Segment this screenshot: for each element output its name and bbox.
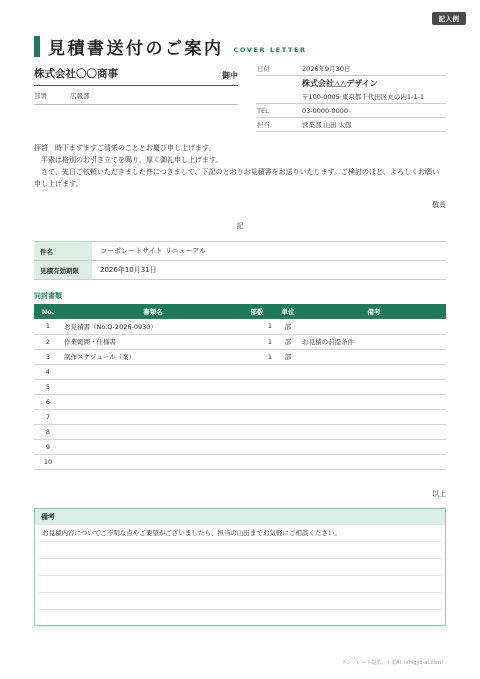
- table-row: [34, 454, 446, 469]
- row-qty[interactable]: [242, 364, 274, 379]
- row-unit[interactable]: [274, 424, 302, 439]
- remarks-text[interactable]: お見積内容についてご不明な点やご要望がございましたら、担当の山田までお気軽にご相談ください。: [42, 529, 341, 537]
- table-row: [34, 394, 446, 409]
- header-note: 備考: [302, 304, 446, 319]
- recipient-dept-value[interactable]: 広報部: [70, 92, 90, 100]
- ki-heading: 記: [236, 222, 244, 230]
- remarks-line: [39, 610, 441, 627]
- table-row: [34, 319, 446, 334]
- validity-row: [34, 261, 446, 280]
- row-name[interactable]: [62, 424, 242, 439]
- row-no: 6: [34, 394, 62, 409]
- remarks-line: [39, 559, 441, 576]
- title-accent-bar: [34, 36, 40, 57]
- enclosed-docs-label: 同封書類: [34, 292, 62, 300]
- row-qty[interactable]: [242, 409, 274, 424]
- sender-date[interactable]: 2026年9月30日: [302, 65, 351, 73]
- sender-tel[interactable]: 03-0000-0000: [302, 106, 349, 115]
- row-name[interactable]: [62, 364, 242, 379]
- row-note[interactable]: お見積の前提条件: [302, 334, 446, 349]
- closing-keigu: 敬具: [432, 201, 446, 209]
- row-note[interactable]: [302, 364, 446, 379]
- table-row: [34, 409, 446, 424]
- sender-company-row: [256, 76, 446, 90]
- row-no: 2: [34, 334, 62, 349]
- row-name[interactable]: [62, 454, 242, 469]
- sender-date-label: 日付: [257, 65, 270, 73]
- recipient-suffix: 御中: [222, 71, 238, 80]
- sender-address-row: [256, 90, 446, 104]
- sender-address[interactable]: 〒100-0005 東京都千代田区丸の内1-1-1: [302, 93, 424, 101]
- letter-body: [34, 142, 446, 190]
- info-table: [34, 241, 446, 280]
- row-name[interactable]: [62, 379, 242, 394]
- sender-company[interactable]: 株式会社△△デザイン: [302, 78, 378, 88]
- row-unit[interactable]: [274, 394, 302, 409]
- row-note[interactable]: [302, 424, 446, 439]
- subject-label: 件名: [34, 242, 92, 260]
- row-name[interactable]: [62, 394, 242, 409]
- row-unit[interactable]: [274, 439, 302, 454]
- row-unit[interactable]: 部: [274, 349, 302, 364]
- row-qty[interactable]: [242, 454, 274, 469]
- subject-value[interactable]: コーポレートサイト リニューアル: [100, 247, 206, 255]
- closing-ijou: 以上: [432, 490, 446, 498]
- row-qty[interactable]: [242, 379, 274, 394]
- recipient-dept-row: [34, 86, 238, 105]
- recipient-dept-label: 部署: [34, 92, 47, 100]
- row-note[interactable]: [302, 409, 446, 424]
- row-note[interactable]: [302, 349, 446, 364]
- row-qty[interactable]: [242, 424, 274, 439]
- remarks-line: [39, 576, 441, 593]
- sample-badge: 記入例: [432, 12, 466, 25]
- row-unit[interactable]: [274, 364, 302, 379]
- table-row: [34, 379, 446, 394]
- validity-label: 見積有効期限: [34, 261, 92, 279]
- row-no: 5: [34, 379, 62, 394]
- sender-person-label: 担当: [257, 121, 270, 129]
- page-subtitle: COVER LETTER: [233, 45, 307, 54]
- sender-tel-label: TEL: [257, 106, 269, 115]
- sender-person-row: [256, 118, 446, 132]
- row-no: 10: [34, 454, 62, 469]
- row-name[interactable]: 作業範囲・仕様書: [62, 334, 242, 349]
- sender-block: [256, 62, 446, 132]
- row-no: 7: [34, 409, 62, 424]
- validity-value[interactable]: 2026年10月31日: [100, 266, 157, 274]
- page-title: 見積書送付のご案内: [48, 39, 224, 59]
- row-unit[interactable]: 部: [274, 334, 302, 349]
- table-row: [34, 334, 446, 349]
- recipient-main: [34, 66, 238, 86]
- row-no: 9: [34, 439, 62, 454]
- table-row: [34, 349, 446, 364]
- remarks-line: [39, 542, 441, 559]
- row-name[interactable]: お見積書（No.Q-2026-0930）: [62, 319, 242, 334]
- row-unit[interactable]: 部: [274, 319, 302, 334]
- docs-header-row: [34, 304, 446, 319]
- template-credit: テンプレート提供：士業AI（shigyo-ai.com）: [341, 660, 446, 666]
- remarks-line: [39, 593, 441, 610]
- sender-date-row: [256, 62, 446, 76]
- row-note[interactable]: [302, 319, 446, 334]
- row-no: 8: [34, 424, 62, 439]
- main-paragraph: さて、先日ご依頼いただきました件につきまして、下記のとおりお見積書をお送りいたします。ご検討のほど、よろしくお願い申し上げます。: [34, 168, 440, 188]
- row-name[interactable]: [62, 409, 242, 424]
- row-qty[interactable]: [242, 439, 274, 454]
- row-qty[interactable]: 1: [242, 349, 274, 364]
- row-note[interactable]: [302, 439, 446, 454]
- enclosed-docs-table: [34, 304, 446, 470]
- subject-row: [34, 242, 446, 261]
- header-qty: 部数: [242, 304, 274, 319]
- row-note[interactable]: [302, 379, 446, 394]
- table-row: [34, 439, 446, 454]
- sender-person[interactable]: 営業部 山田 太郎: [302, 121, 352, 129]
- row-no: 3: [34, 349, 62, 364]
- greeting-line: 拝啓 時下ますますご清栄のこととお慶び申し上げます。: [34, 144, 216, 152]
- row-qty[interactable]: 1: [242, 319, 274, 334]
- row-unit[interactable]: [274, 379, 302, 394]
- remarks-label: 備考: [35, 509, 445, 525]
- remarks-box: [34, 508, 446, 626]
- recipient-company[interactable]: 株式会社〇〇商事: [34, 68, 118, 80]
- header-unit: 単位: [274, 304, 302, 319]
- table-row: [34, 424, 446, 439]
- header-name: 書類名: [62, 304, 242, 319]
- row-note[interactable]: [302, 454, 446, 469]
- row-unit[interactable]: [274, 409, 302, 424]
- header-no: No.: [34, 304, 62, 319]
- row-name[interactable]: [62, 439, 242, 454]
- thanks-line: 平素は格別のお引き立てを賜り、厚く御礼申し上げます。: [34, 156, 223, 164]
- row-note[interactable]: [302, 394, 446, 409]
- row-qty[interactable]: 1: [242, 334, 274, 349]
- row-no: 1: [34, 319, 62, 334]
- row-no: 4: [34, 364, 62, 379]
- table-row: [34, 364, 446, 379]
- row-unit[interactable]: [274, 454, 302, 469]
- recipient-block: [34, 66, 238, 105]
- sender-tel-row: [256, 104, 446, 118]
- row-name[interactable]: 制作スケジュール（案）: [62, 349, 242, 364]
- title-row: [34, 34, 307, 59]
- remarks-body[interactable]: [35, 525, 445, 627]
- row-qty[interactable]: [242, 394, 274, 409]
